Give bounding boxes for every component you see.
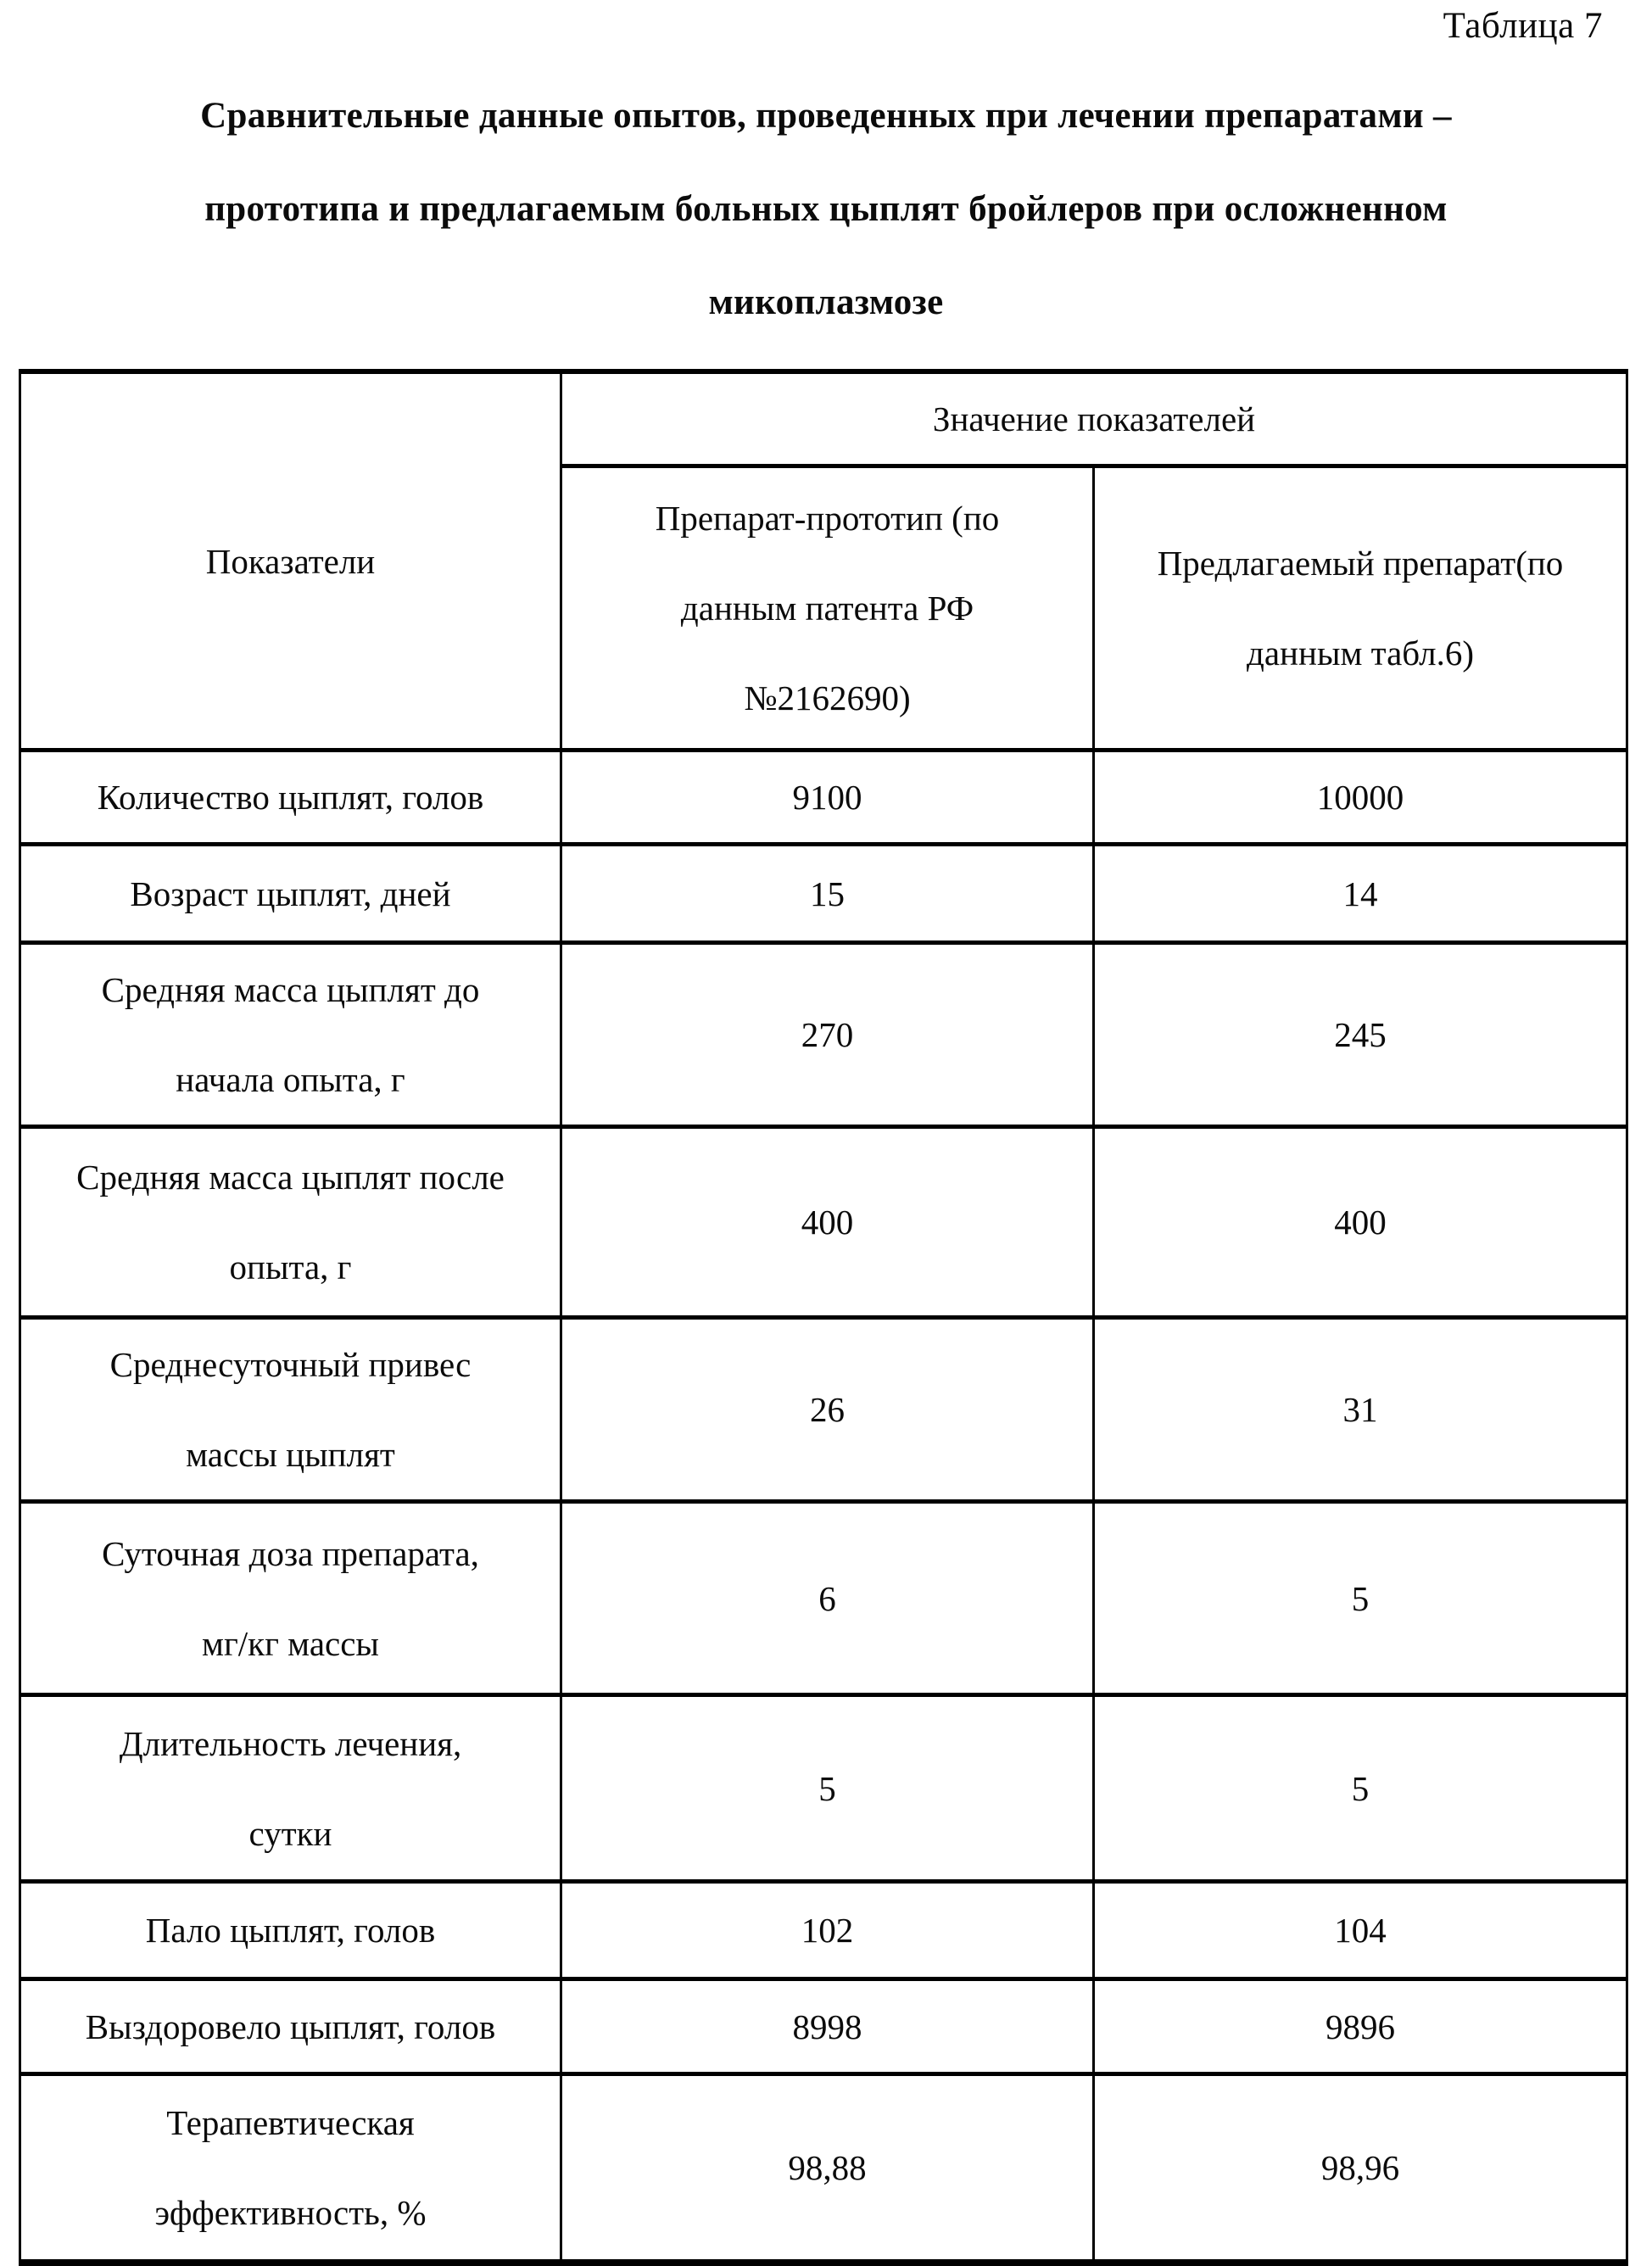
row-label-line: начала опыта, г	[176, 1060, 405, 1099]
row-label-cell	[20, 1695, 561, 1882]
header-row-top	[20, 371, 1627, 466]
header-prototype-cell	[561, 466, 1094, 751]
prototype-value-cell: 5	[561, 1695, 1094, 1882]
header-indicators-cell: Показатели	[20, 371, 561, 751]
header-proposed-line: Предлагаемый препарат(по	[1157, 544, 1564, 583]
proposed-value-cell: 104	[1094, 1882, 1627, 1979]
proposed-value-cell: 9896	[1094, 1979, 1627, 2074]
row-label-line: Количество цыплят, голов	[97, 778, 484, 817]
table-caption: Таблица 7	[1443, 6, 1603, 46]
header-prototype-line: данным патента РФ	[680, 589, 974, 628]
table-row	[20, 1882, 1627, 1979]
proposed-value-cell: 31	[1094, 1318, 1627, 1502]
row-label-cell	[20, 1882, 561, 1979]
proposed-value-cell: 10000	[1094, 751, 1627, 845]
row-label-line: Среднесуточный привес	[109, 1345, 472, 1384]
row-label-line: Пало цыплят, голов	[145, 1911, 436, 1950]
table-row	[20, 2074, 1627, 2263]
comparison-table	[19, 369, 1628, 2266]
header-prototype-line: №2162690)	[744, 678, 911, 717]
row-label-line: Средняя масса цыплят до	[101, 970, 480, 1009]
row-label-cell	[20, 1502, 561, 1695]
row-label-line: Длительность лечения,	[119, 1723, 462, 1763]
row-label-line: опыта, г	[229, 1247, 352, 1286]
row-label-line: Терапевтическая	[166, 2102, 415, 2142]
prototype-value-cell: 98,88	[561, 2074, 1094, 2263]
table-row	[20, 845, 1627, 943]
prototype-value-cell: 400	[561, 1127, 1094, 1318]
row-label-cell	[20, 845, 561, 943]
row-label-line: Выздоровело цыплят, голов	[85, 2006, 496, 2046]
row-label-line: мг/кг массы	[202, 1623, 379, 1663]
proposed-value-cell: 14	[1094, 845, 1627, 943]
table-row	[20, 1127, 1627, 1318]
table-row	[20, 1502, 1627, 1695]
prototype-value-cell: 8998	[561, 1979, 1094, 2074]
title-line-2: прототипа и предлагаемым больных цыплят бройлеров при осложненном	[204, 189, 1448, 229]
row-label-cell	[20, 751, 561, 845]
header-proposed-line: данным табл.6)	[1247, 633, 1475, 673]
title-line-3: микоплазмозе	[708, 282, 944, 322]
prototype-value-cell: 270	[561, 943, 1094, 1127]
row-label-line: массы цыплят	[186, 1435, 395, 1474]
row-label-cell	[20, 1127, 561, 1318]
header-values-group-cell: Значение показателей	[561, 371, 1627, 466]
prototype-value-cell: 102	[561, 1882, 1094, 1979]
header-proposed-cell	[1094, 466, 1627, 751]
row-label-line: сутки	[248, 1813, 332, 1853]
table-row	[20, 943, 1627, 1127]
prototype-value-cell: 26	[561, 1318, 1094, 1502]
prototype-value-cell: 9100	[561, 751, 1094, 845]
row-label-cell	[20, 1318, 561, 1502]
table-row	[20, 751, 1627, 845]
prototype-value-cell: 6	[561, 1502, 1094, 1695]
table-row	[20, 1979, 1627, 2074]
document-title	[0, 70, 1652, 349]
title-line-1: Сравнительные данные опытов, проведенных при лечении препаратами –	[200, 96, 1452, 136]
row-label-line: Суточная доза препарата,	[102, 1533, 479, 1573]
row-label-cell	[20, 943, 561, 1127]
proposed-value-cell: 5	[1094, 1502, 1627, 1695]
row-label-line: Средняя масса цыплят после	[76, 1158, 505, 1197]
row-label-line: Возраст цыплят, дней	[130, 873, 451, 913]
table-row	[20, 1695, 1627, 1882]
row-label-cell	[20, 1979, 561, 2074]
proposed-value-cell: 5	[1094, 1695, 1627, 1882]
proposed-value-cell: 400	[1094, 1127, 1627, 1318]
prototype-value-cell: 15	[561, 845, 1094, 943]
proposed-value-cell: 98,96	[1094, 2074, 1627, 2263]
row-label-line: эффективность, %	[154, 2192, 427, 2232]
table-row	[20, 1318, 1627, 1502]
header-prototype-line: Препарат-прототип (по	[655, 499, 1000, 538]
proposed-value-cell: 245	[1094, 943, 1627, 1127]
row-label-cell	[20, 2074, 561, 2263]
